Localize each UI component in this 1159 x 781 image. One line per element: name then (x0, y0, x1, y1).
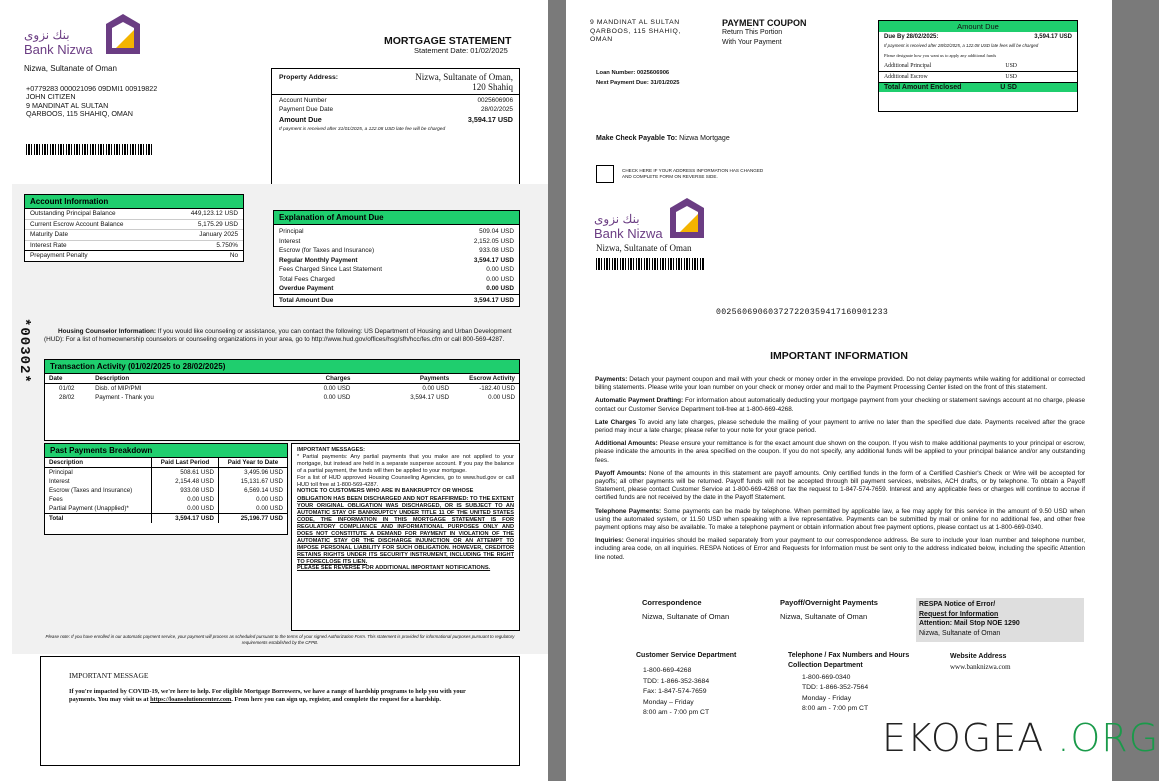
table-row: Escrow (Taxes and Insurance) 933.08 USD 6,569.14 USD (45, 486, 287, 495)
housing-counselor (44, 328, 520, 344)
transactions-table (45, 374, 519, 402)
account-number-value: 0025606906 (477, 97, 513, 104)
explanation-box (273, 210, 520, 307)
messages-bankruptcy: OBLIGATION HAS BEEN DISCHARGED AND NOT REAFFIRMED: TO THE EXTENT YOUR ORIGINAL OBLIGATION WAS DISCHARGED, OR IS SUBJECT TO AN AUTOMATIC STAY OF BANKRUPTCY UNDER TITLE 11 OF THE UNITED STATES CODE, THE INFORMATION IN THIS MORTGAGE STATEMENT IS FOR REGULATORY COMPLIANCE AND INFORMATIONAL PURPOSES ONLY AND DOES NOT CONSTITUTE A DEMAND FOR PAYMENT IN VIOLATION OF THE AUTOMATIC STAY OR THE DISCHARGE INJUNCTION OR AN ATTEMPT TO IMPOSE PERSONAL LIABILITY FOR SUCH OBLIGATION. HOWEVER, CREDITOR RETAINS RIGHTS UNDER ITS SECURITY INSTRUMENT, INCLUDING THE RIGHT TO FORECLOSE ITS LIEN. (297, 496, 514, 565)
table-row: Fees 0.00 USD 0.00 USD (45, 495, 287, 504)
amount-due-box: Amount Due Due By 28/02/2025: 3,594.17 USD If payment is received after 28/02/2025, a 122.08 USD late fees will be charged Please designate how you want us to apply any additional funds Additional Principal USD Additional Escrow USD Total Amount Enclosed U SD (878, 20, 1078, 112)
amount-due-value: 3,594.17 USD (467, 115, 513, 124)
account-info-row: Prepayment Penalty No (30, 252, 238, 259)
correspondence: Correspondence Nizwa, Sultanate of Oman (642, 598, 730, 621)
amount-due-label: Amount Due (279, 115, 322, 124)
statement-page-coupon: 9 MANDINAT AL SULTAN QARBOOS, 115 SHAHIQ, OMAN PAYMENT COUPON Return This Portion With Your Payment Loan Number: 0025606906 Next Payment Due: 31/01/2025 Amount Due Due By 28/02/2025: 3,594.17 USD If payment is received after 28/02/2025, a 122.08 USD late fees will be charged Please designate how you want us to apply any additional funds Additional Principal USD Additional Escrow USD Total Amount Enclosed U SD Make Check Payable To: Nizwa Mortgage CHECK HERE IF YOUR ADDRESS INFORMATION HAS CHANGED AND COMPLETE FORM ON REVERSE SIDE. بنك نزوى Bank Nizwa Nizwa, Sultanate of Oman 002560690603727220359417160901233 IMPORTANT INFORMATION Payments: Detach your payment coupon and mail with your check or money order in the envelope provided. Do not delay payments while waiting for additional or corrected billing statements. Please write your loan number on your check or money order and mail to the Payment Processing Center listed on the front of this statement. Automatic Payment Drafting: For information about automatically deducting your mortgage payment from your checking or statement savings account at no charge, please contact our Customer Service Department toll-free at 1-800-669-4268. Late Charges To avoid any late charges, please schedule the mailing of your payment to arrive no later than the specified due date. Payments received after the grace period may incur a late charge; please refer to your note for your grace period. Additional Amounts: Please ensure your remittance is for the exact amount due shown on the coupon. If you wish to make additional payments to your principal or escrow, please indicate the amounts in the area specified on the coupon. If you do not specify, any additional funds will be applied to your principal balance and/or any outstanding fees. Payoff Amounts: None of the amounts in this statement are payoff amounts. Only certified funds in the form of a Certified Cashier's Check or Wire will be accepted for payoffs; all other payments will be returned. Payoff funds will not be accepted through bill payment services, websites, ACH drafts, or by telephone. To obtain a Payoff Statement, please contact Customer Service at 1-800-669-4268 or fax the request to 1-847-574-7659. Interest and any applicable fees or charges will continue to accrue if certified funds are not received by the date in the Payoff Statement. Telephone Payments: Some payments can be made by telephone. When permitted by applicable law, a fee may apply for this service in the amount of 9.50 USD when using the automated system, or 11.50 USD when speaking with a live representative. Payments can be submitted by mail or online for no additional fee, and other free payment options may also be available. To make a telephone payment or obtain information about free payment options, please contact us at 1-800-669-0340. Inquiries: General inquiries should be mailed separately from your payment to our correspondence address. Be sure to include your loan number and telephone number, including area code, on all inquiries. RESPA Notices of Error and Requests for Information must be sent only to the address indicated below, including the specific Attention line noted. Correspondence Nizwa, Sultanate of Oman Payoff/Overnight Payments Nizwa, Sultanate of Oman RESPA Notice of Error/ Request for Information Attention: Mail Stop NOE 1290 Nizwa, Sultanate of Oman Customer Service Department 1-800-669-4268 TDD: 1-866-352-3684 Fax: 1-847-574-7659 Monday – Friday 8:00 am - 7:00 pm CT Telephone / Fax Numbers and Hours Collection Department 1-800-669-0340 TDD: 1-866-352-7564 Monday - Friday 8:00 am - 7:00 pm CT Website Address www.banknizwa.com EKOGEA .ORG (566, 0, 1112, 781)
messages-partial: * Partial payments: Any partial payments that you make are not applied to your mortgage, but instead are held in a separate suspense account. If you pay the balance of a partial payment, the funds will then be applied to your mortgage. (297, 453, 514, 474)
important-message-text: If you're impacted by COVID-19, we're here to help. For eligible Mortgage Borrowers, we have a range of hardship programs to help you with your payments. You may visit us at https://loansolutioncenter.com. From here you can sign up, register, and complete the request for a hardship. (69, 688, 466, 704)
statement-title: MORTGAGE STATEMENT (384, 35, 512, 47)
watermark: EKOGEA .ORG (882, 716, 1159, 760)
loan-solution-link[interactable]: https://loansolutioncenter.com (150, 696, 232, 704)
customer-address-block (26, 85, 157, 119)
due-date-label: Payment Due Date (279, 106, 333, 113)
messages-notice: NOTICE TO CUSTOMERS WHO ARE IN BANKRUPTCY OR WHOSE (297, 488, 474, 495)
coupon-location: Nizwa, Sultanate of Oman (596, 243, 692, 253)
account-info-title: Account Information (25, 195, 243, 209)
past-payments-table (45, 458, 287, 523)
address-change-checkbox[interactable] (596, 165, 614, 183)
logo-emblem-icon (106, 14, 140, 54)
autopay-note: Please note: If you have enrolled in our automatic payment service, your payment will process as scheduled pursuant to the terms of your signed Authorization Form. This statement is provided for informational purposes pursuant to regulatory requirements established by the CFPB. (45, 634, 515, 645)
collection-dept: Telephone / Fax Numbers and Hours Collection Department 1-800-669-0340 TDD: 1-866-352-7564 Monday - Friday 8:00 am - 7:00 pm CT (788, 652, 910, 713)
property-value-line1: Nizwa, Sultanate of Oman, (415, 72, 513, 82)
account-info-row: Current Escrow Account Balance 5,175.29 USD (25, 220, 243, 231)
explanation-title: Explanation of Amount Due (274, 211, 519, 225)
info-title: IMPORTANT INFORMATION (770, 350, 908, 362)
past-payments-box (44, 443, 288, 535)
table-header-row: Description Paid Last Period Paid Year to Date (45, 458, 287, 468)
coupon-header: PAYMENT COUPON Return This Portion With Your Payment (722, 18, 807, 46)
loan-info (596, 68, 679, 88)
account-number-label: Account Number (279, 97, 327, 104)
messages-title: IMPORTANT MESSAGES: (297, 447, 365, 453)
website: Website Address www.banknizwa.com (950, 653, 1011, 671)
account-info-row: Outstanding Principal Balance 449,123.12 USD (25, 209, 243, 220)
customer-ids: +0779283 000021096 09DMI1 00919822 (26, 84, 158, 93)
housing-label: Housing Counselor Information: (58, 328, 156, 335)
housing-text: If you would like counseling or assistance, you can contact the following: US Department of Housing and Urban Development (HUD): For a list of homeownership counselors or counseling organizations in your area, go to http://www.hud.gov/offices/hsg/sfh/hcc/fes.cfm or call 800-569-4287. (44, 328, 512, 344)
next-payment-due: Next Payment Due: 31/01/2025 (596, 80, 680, 86)
table-row: Partial Payment (Unapplied)* 0.00 USD 0.00 USD (45, 504, 287, 514)
customer-addr1: 9 MANDINAT AL SULTAN (26, 100, 109, 110)
messages-hud: For a list of HUD approved Housing Counseling Agencies, go to www.hud.gov or call HUD toll free at 1-800-569-4287. (297, 474, 514, 488)
customer-service: Customer Service Department 1-800-669-4268 TDD: 1-866-352-3684 Fax: 1-847-574-7659 Monday – Friday 8:00 am - 7:00 pm CT (636, 652, 737, 717)
table-row: Principal 508.61 USD 3,495.96 USD (45, 468, 287, 478)
statement-date: Statement Date: 01/02/2025 (414, 46, 508, 55)
info-paragraphs: Payments: Detach your payment coupon and mail with your check or money order in the envelope provided. Do not delay payments while waiting for additional or corrected billing statements. Please write your loan number on your check or money order and mail to the Payment Processing Center listed on the front of this statement. Automatic Payment Drafting: For information about automatically deducting your mortgage payment from your checking or statement savings account at no charge, please contact our Customer Service Department toll-free at 1-800-669-4268. Late Charges To avoid any late charges, please schedule the mailing of your payment to arrive no later than the specified due date. Payments received after the grace period may incur a late charge; please refer to your note for your grace period. Additional Amounts: Please ensure your remittance is for the exact amount due shown on the coupon. If you wish to make additional payments to your principal or escrow, please indicate the amounts in the area specified on the coupon. If you do not specify, any additional funds will be applied to your principal balance and/or any outstanding fees. Payoff Amounts: None of the amounts in this statement are payoff amounts. Only certified funds in the form of a Certified Cashier's Check or Wire will be accepted for payoffs; all other payments will be returned. Payoff funds will not be accepted through bill payment services, websites, ACH drafts, or by telephone. To obtain a Payoff Statement, please contact Customer Service at 1-800-669-4268 or fax the request to 1-847-574-7659. Interest and any applicable fees or charges will continue to accrue if certified funds are not received by the date in the Payoff Statement. Telephone Payments: Some payments can be made by telephone. When permitted by applicable law, a fee may apply for this service in the amount of 9.50 USD when using the automated system, or 11.50 USD when speaking with a live representative. Payments can be submitted by mail or online for no additional fee, and other free payment options may also be available. To make a telephone payment or obtain information about free payment options, please contact us at 1-800-669-0340. Inquiries: General inquiries should be mailed separately from your payment to our correspondence address. Be sure to include your loan number and telephone number, including area code, on all inquiries. RESPA Notices of Error and Requests for Information must be sent only to the address indicated below, including the specific Attention line noted. (595, 376, 1086, 561)
amount-due-title: Amount Due (879, 21, 1077, 32)
coupon-barcode (596, 258, 704, 270)
due-date-value: 28/02/2025 (481, 106, 513, 113)
statement-page-front (0, 0, 548, 781)
property-value (415, 72, 513, 92)
coupon-address: 9 MANDINAT AL SULTAN QARBOOS, 115 SHAHIQ, OMAN (590, 19, 681, 44)
late-fee-note: If payment is received after 31/01/2025, a 122.08 USD late fee will be charged (279, 127, 446, 132)
loan-number: Loan Number: 0025606906 (596, 70, 670, 76)
total-due-row: Total Amount Due 3,594.17 USD (274, 294, 519, 306)
table-total-row: Total 3,594.17 USD 25,196.77 USD (45, 514, 287, 524)
property-rows (279, 96, 513, 134)
payable-to: Nizwa Mortgage (679, 135, 730, 142)
watermark-suffix: .ORG (1057, 716, 1159, 760)
micr-line: 002560690603727220359417160901233 (716, 308, 889, 317)
customer-name: JOHN CITIZEN (26, 92, 76, 102)
logo-text: Bank Nizwa (24, 42, 93, 57)
account-info-box (24, 194, 244, 262)
table-header-row: Date Description Charges Payments Escrow Activity (45, 374, 519, 384)
website-link[interactable]: www.banknizwa.com (950, 663, 1011, 671)
important-messages-box (291, 443, 520, 631)
logo-arabic: بنك نزوى (24, 28, 70, 42)
important-message-box (40, 656, 520, 766)
property-label: Property Address: (279, 74, 339, 81)
payable-row: Make Check Payable To: Nizwa Mortgage (596, 135, 730, 142)
explanation-rows: Principal 509.04 USD Interest 2,152.05 USD Escrow (for Taxes and Insurance) 933.08 USD Regular Monthly Payment 3,594.17 USD Fees Charged Since Last Statement 0.00 USD Total Fees Charged 0.00 USD Overdue Payment 0.00 USD (279, 228, 514, 292)
logo-emblem-icon (670, 198, 704, 238)
total-enclosed-label: Total Amount Enclosed (884, 83, 962, 91)
respa-box: RESPA Notice of Error/ Request for Information Attention: Mail Stop NOE 1290 Nizwa, Sultanate of Oman (916, 598, 1084, 642)
coupon-title: PAYMENT COUPON (722, 18, 807, 28)
messages-reverse: PLEASE SEE REVERSE FOR ADDITIONAL IMPORTANT NOTIFICATIONS. (297, 565, 491, 572)
table-row: 28/02 Payment - Thank you 0.00 USD 3,594.17 USD 0.00 USD (59, 394, 515, 401)
barcode (26, 144, 154, 155)
bank-location: Nizwa, Sultanate of Oman (24, 64, 117, 73)
side-code: *00302* (16, 318, 32, 384)
customer-addr2: QARBOOS, 115 SHAHIQ, OMAN (26, 109, 133, 119)
account-info-row: Interest Rate 5.750% (25, 241, 243, 252)
account-info-row: Maturity Date January 2025 (25, 230, 243, 241)
checkbox-text: CHECK HERE IF YOUR ADDRESS INFORMATION HAS CHANGED AND COMPLETE FORM ON REVERSE SIDE. (622, 168, 764, 179)
important-message-title: IMPORTANT MESSAGE (69, 671, 149, 680)
transactions-title: Transaction Activity (01/02/2025 to 28/02/2025) (45, 360, 519, 374)
payoff-address: Payoff/Overnight Payments Nizwa, Sultanate of Oman (780, 598, 878, 621)
table-row: 01/02 Disb. of MIP/PMI 0.00 USD 0.00 USD -182.40 USD (59, 385, 515, 392)
table-row: Interest 2,154.48 USD 15,131.67 USD (45, 477, 287, 486)
property-value-line2: 120 Shahiq (472, 82, 513, 92)
transactions-box (44, 359, 520, 441)
past-payments-title: Past Payments Breakdown (45, 444, 287, 458)
account-info-rows (25, 209, 243, 261)
